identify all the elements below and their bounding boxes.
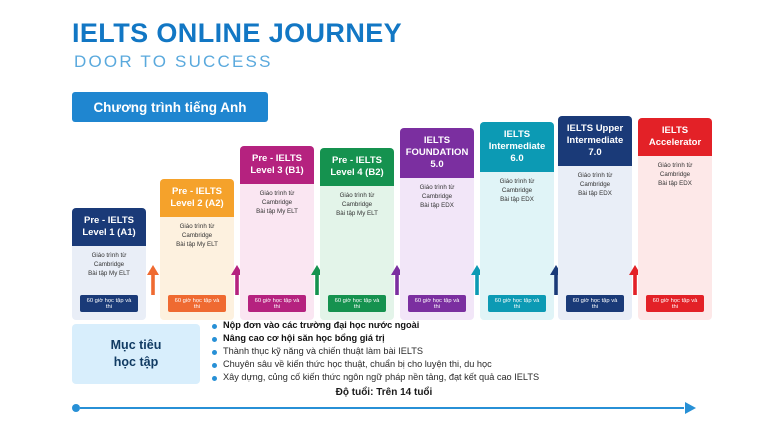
level-card[interactable] <box>400 128 474 320</box>
level-card[interactable] <box>72 208 146 320</box>
level-card-hours-badge: 60 giờ học tập và thi <box>488 295 546 312</box>
level-card-description: Giáo trình từ Cambridge Bài tập EDX <box>499 177 535 203</box>
level-card-description: Giáo trình từ Cambridge Bài tập My ELT <box>336 191 378 217</box>
level-card-hours-badge: 60 giờ học tập và thi <box>646 295 704 312</box>
bullet-icon <box>212 363 217 368</box>
level-card[interactable] <box>638 118 712 320</box>
goal-list-item <box>212 320 612 330</box>
bullet-icon <box>212 376 217 381</box>
level-card-description: Giáo trình từ Cambridge Bài tập My ELT <box>176 222 218 248</box>
age-line <box>80 407 684 409</box>
learning-goal-box <box>72 324 200 384</box>
page-subtitle: DOOR TO SUCCESS <box>74 52 273 71</box>
level-card-hours-badge: 60 giờ học tập và thi <box>328 295 386 312</box>
level-card-body <box>480 172 554 320</box>
level-card-description: Giáo trình từ Cambridge Bài tập EDX <box>577 171 613 197</box>
program-pill-label: Chương trình tiếng Anh <box>93 99 247 115</box>
goal-list-item <box>212 333 612 343</box>
level-card-body <box>638 156 712 320</box>
level-card-title: IELTS Accelerator <box>638 118 712 156</box>
goal-list-item <box>212 359 612 369</box>
bullet-icon <box>212 324 217 329</box>
level-card-title: Pre - IELTS Level 4 (B2) <box>320 148 394 186</box>
level-card-hours-badge: 60 giờ học tập và thi <box>248 295 306 312</box>
bullet-icon <box>212 350 217 355</box>
goal-list-item-text: Xây dựng, củng cố kiến thức ngôn ngữ pháp nền tảng, đạt kết quả cao IELTS <box>223 372 540 382</box>
bullet-icon <box>212 337 217 342</box>
level-card-body <box>558 166 632 320</box>
level-card-body <box>400 178 474 320</box>
level-card[interactable] <box>320 148 394 320</box>
goal-list-item-text: Thành thục kỹ năng và chiến thuật làm bài IELTS <box>223 346 424 356</box>
level-card-description: Giáo trình từ Cambridge Bài tập EDX <box>657 161 693 187</box>
level-card-description: Giáo trình từ Cambridge Bài tập My ELT <box>88 251 130 277</box>
goal-list-item-text: Nộp đơn vào các trường đại học nước ngoài <box>223 320 420 330</box>
goal-list-item-text: Chuyên sâu về kiến thức học thuật, chuẩn bị cho luyện thi, du học <box>223 359 492 369</box>
arrow-right-icon <box>685 402 696 414</box>
goal-list-item-text: Nâng cao cơ hội săn học bổng giá trị <box>223 333 385 343</box>
level-card-body <box>320 186 394 320</box>
level-card-hours-badge: 60 giờ học tập và thi <box>408 295 466 312</box>
level-card[interactable] <box>240 146 314 320</box>
program-pill <box>72 92 268 122</box>
level-card-hours-badge: 60 giờ học tập và thi <box>168 295 226 312</box>
level-card-title: Pre - IELTS Level 2 (A2) <box>160 179 234 217</box>
level-card[interactable] <box>558 116 632 320</box>
level-card-title: IELTS Intermediate 6.0 <box>480 122 554 172</box>
level-card-hours-badge: 60 giờ học tập và thi <box>80 295 138 312</box>
goal-list <box>212 320 612 385</box>
level-card-description: Giáo trình từ Cambridge Bài tập EDX <box>419 183 455 209</box>
learning-goal-label-line2: học tập <box>113 355 159 369</box>
page-title: IELTS ONLINE JOURNEY <box>72 18 403 48</box>
level-card-hours-badge: 60 giờ học tập và thi <box>566 295 624 312</box>
level-card-title: Pre - IELTS Level 3 (B1) <box>240 146 314 184</box>
level-card[interactable] <box>480 122 554 320</box>
level-card-body <box>240 184 314 320</box>
goal-list-item <box>212 372 612 382</box>
level-card-body <box>160 217 234 320</box>
age-range-bar <box>72 387 696 416</box>
arrow-up-icon <box>147 265 159 295</box>
level-card-title: IELTS Upper Intermediate 7.0 <box>558 116 632 166</box>
age-range-label: Độ tuổi: Trên 14 tuổi <box>335 387 433 398</box>
level-card-title: Pre - IELTS Level 1 (A1) <box>72 208 146 246</box>
level-card[interactable] <box>160 179 234 320</box>
level-card-body <box>72 246 146 320</box>
goal-list-item <box>212 346 612 356</box>
level-card-title: IELTS FOUNDATION 5.0 <box>400 128 474 178</box>
learning-goal-label-line1: Mục tiêu <box>110 338 162 353</box>
age-start-dot <box>72 404 80 412</box>
level-card-description: Giáo trình từ Cambridge Bài tập My ELT <box>256 189 298 215</box>
